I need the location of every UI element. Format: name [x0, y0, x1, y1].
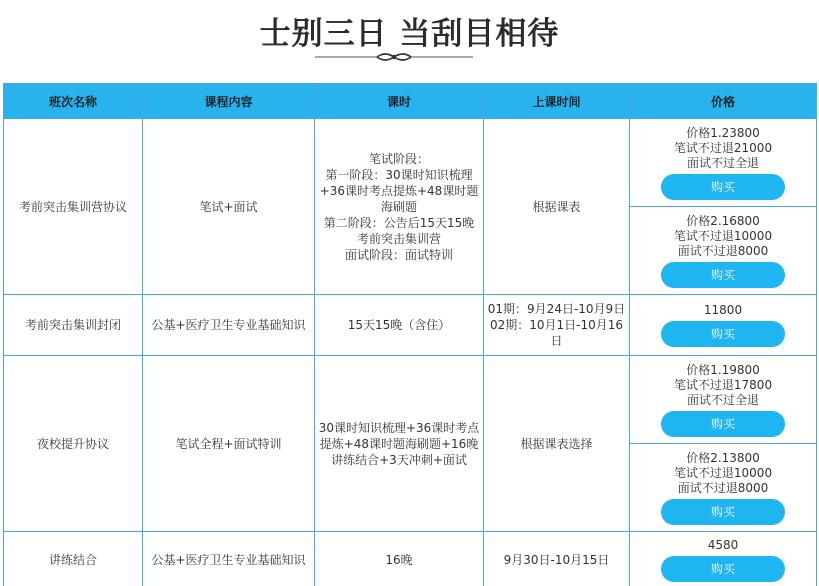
class-hours-line: 面试阶段：面试特训 [344, 247, 453, 262]
class-hours-line: 第一阶段：30课时知识梳理 [325, 167, 473, 182]
price-line: 面试不过全退 [686, 392, 759, 407]
class-hours-line: 考前突击集训营 [356, 231, 441, 246]
schedule-line: 9月30日-10月15日 [503, 553, 610, 567]
class-hours-line: 笔试阶段： [368, 151, 429, 166]
class-hours-line: 16晚 [385, 553, 413, 567]
class-hours-cell [315, 295, 484, 356]
buy-button[interactable]: 购买 [661, 556, 785, 582]
price-line: 笔试不过退21000 [673, 140, 773, 155]
table-header-row [4, 84, 817, 119]
course-content-cell: 公基+医疗卫生专业基础知识 [143, 295, 315, 356]
price-line: 价格1.19800 [686, 362, 760, 377]
price-cell [630, 356, 817, 532]
course-content-cell: 笔试+面试 [143, 119, 315, 295]
price-cell [630, 119, 817, 295]
price-option [630, 295, 816, 355]
class-hours-line: 提炼+48课时题海刷题+16晚 [319, 436, 479, 451]
price-line: 面试不过全退 [686, 155, 759, 170]
class-hours-line: +36课时考点提炼+48课时题 [319, 183, 479, 198]
schedule-line: 根据课表 [532, 199, 581, 214]
table-row [4, 532, 817, 586]
schedule-line: 02期：10月1日-10月16 [489, 318, 624, 332]
class-name-cell: 考前突击集训封闭 [4, 295, 143, 356]
class-hours-line: 海刷题 [380, 199, 417, 214]
price-line: 11800 [703, 303, 743, 317]
price-line: 笔试不过退10000 [673, 228, 773, 243]
header-class-name: 班次名称 [4, 84, 143, 119]
course-table [3, 83, 817, 586]
schedule-line: 根据课表选择 [520, 436, 593, 451]
price-line: 笔试不过退10000 [673, 465, 773, 480]
ornament-divider-icon [315, 50, 473, 64]
price-option [630, 532, 816, 586]
header-course-content: 课程内容 [143, 84, 315, 119]
schedule-cell [484, 295, 630, 356]
buy-button[interactable]: 购买 [661, 321, 785, 347]
table-row [4, 356, 817, 532]
class-hours-line: 讲练结合+3天冲刺+面试 [331, 452, 467, 467]
price-cell [630, 295, 817, 356]
buy-button[interactable]: 购买 [661, 262, 785, 288]
page-header [0, 0, 819, 82]
buy-button[interactable]: 购买 [661, 499, 785, 525]
course-content-cell: 公基+医疗卫生专业基础知识 [143, 532, 315, 586]
price-line: 面试不过退8000 [677, 480, 769, 495]
price-option [630, 356, 816, 443]
header-price: 价格 [630, 84, 817, 119]
course-content-cell: 笔试全程+面试特训 [143, 356, 315, 532]
class-hours-line: 第二阶段：公告后15天15晚 [323, 215, 475, 230]
class-hours-cell [315, 532, 484, 586]
price-line: 面试不过退8000 [677, 243, 769, 258]
table-row [4, 119, 817, 295]
header-schedule: 上课时间 [484, 84, 630, 119]
price-line: 4580 [707, 538, 739, 552]
class-hours-line: 15天15晚（含住） [347, 318, 451, 332]
price-line: 价格2.13800 [686, 450, 760, 465]
schedule-cell [484, 356, 630, 532]
class-hours-line: 30课时知识梳理+36课时考点 [318, 420, 480, 435]
price-line: 价格2.16800 [686, 213, 760, 228]
buy-button[interactable]: 购买 [661, 174, 785, 200]
price-line: 笔试不过退17800 [673, 377, 773, 392]
table-row [4, 295, 817, 356]
price-line: 价格1.23800 [686, 125, 760, 140]
class-name-cell: 夜校提升协议 [4, 356, 143, 532]
schedule-line: 日 [550, 334, 563, 348]
schedule-line: 01期：9月24日-10月9日 [487, 302, 626, 316]
class-hours-cell [315, 119, 484, 295]
class-name-cell: 讲练结合 [4, 532, 143, 586]
price-option [630, 119, 816, 206]
schedule-cell [484, 119, 630, 295]
class-hours-cell [315, 356, 484, 532]
price-option [630, 206, 816, 294]
header-class-hours: 课时 [315, 84, 484, 119]
class-name-cell: 考前突击集训营协议 [4, 119, 143, 295]
price-cell [630, 532, 817, 586]
page-title: 士别三日 当刮目相待 [259, 16, 560, 52]
table-body [4, 119, 817, 586]
buy-button[interactable]: 购买 [661, 411, 785, 437]
price-option [630, 443, 816, 531]
schedule-cell [484, 532, 630, 586]
